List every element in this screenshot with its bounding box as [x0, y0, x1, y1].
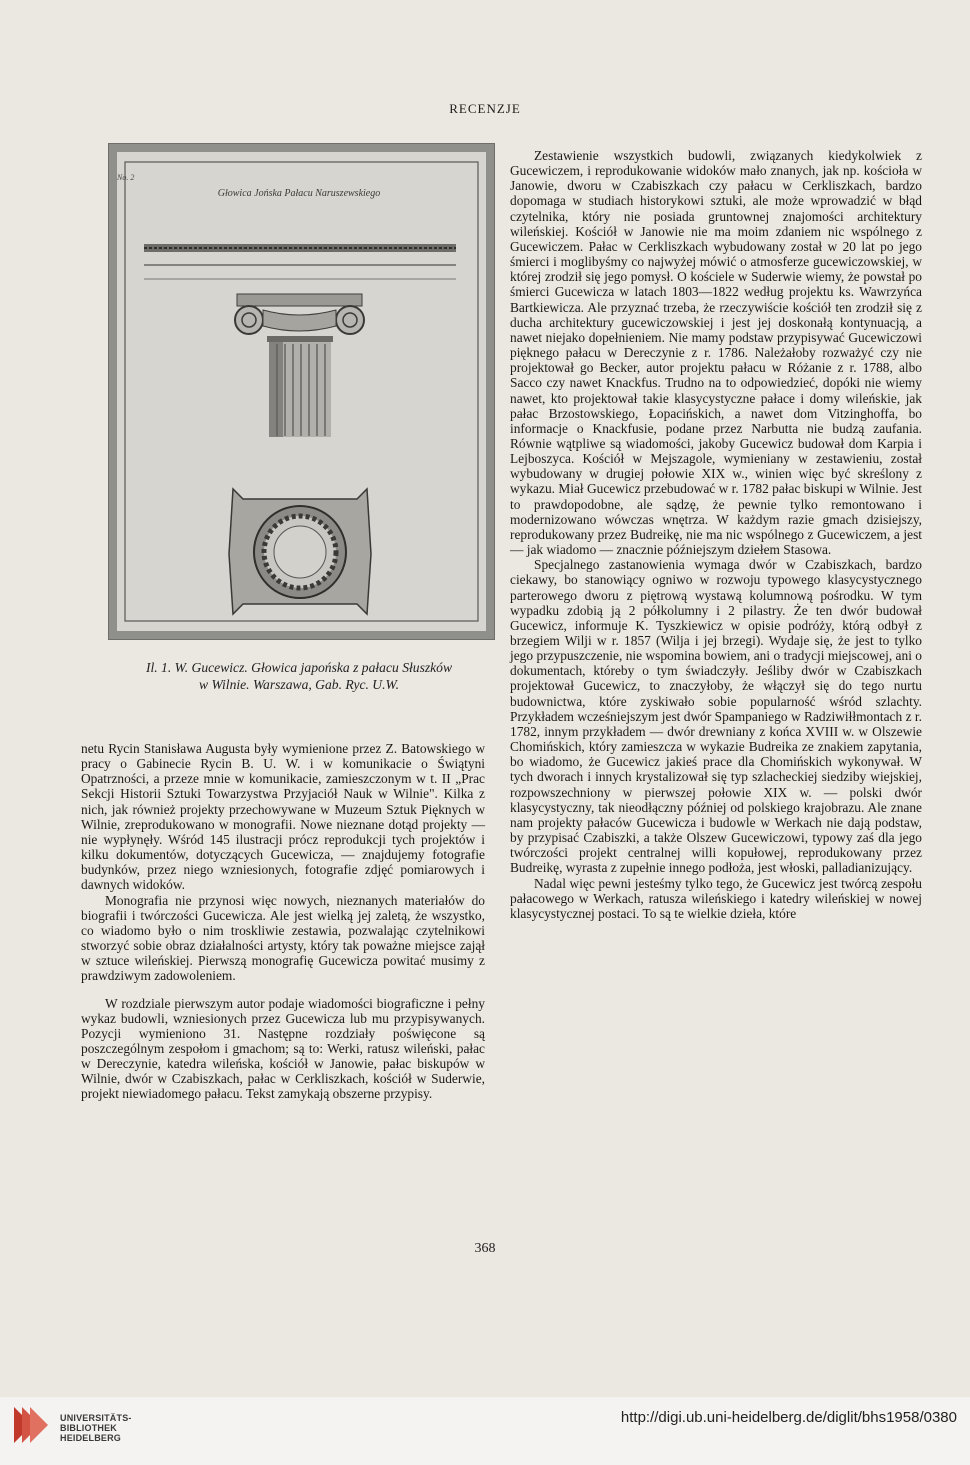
corner-note: No. 2 [117, 173, 135, 182]
right-volute [336, 306, 364, 334]
ionic-capital-drawing [109, 144, 494, 639]
plan-center [274, 526, 326, 578]
right-paragraph-1: Zestawienie wszystkich budowli, związanych kiedykolwiek z Gucewiczem, i reprodukowanie widoków mało znanych, jak np. kościoła w Janowie, dworu w Czabiszkach czy pałacu w Cerkliszkach, bardzo dopomaga w studiach historykowi sztuki, ale może wprowadzić w błąd czytelnika, który nie posiada gruntownej znajomości architektury wileńskiej. Kościół w Janowie nie ma moim zdaniem nic wspólnego z Gucewiczem. Pałac w Cerkliszkach wybudowany został w 20 lat po jego śmierci i moglibyśmy co najwyżej mówić o atmosferze gucewiczowskiej, w której zrodził się jego pomysł. O kościele w Suderwie wiemy, że powstał po śmierci Gucewicza w latach 1803—1822 według projektu ks. Wawrzyńca Bartkiewicza. Ale przyznać trzeba, że rzeczywiście kościół ten zrodził się z ducha architektury gucewiczowskiej i jest jej doskonałą kontynuacją, a nawet niejako dopełnieniem. Nie mamy podstaw przypisywać Gucewiczowi pięknego pałacu w Dereczynie z r. 1786. Należałoby rozważyć czy nie projektował go Becker, autor projektu pałacu w Różanie z r. 1788, albo Sacco czy nawet Knackfus. Trudno na to odpowiedzieć, dopóki nie wiemy nawet, kto projektował takie klasycystyczne pałace i domy wileńskie, jak pałac Brzostowskiego, Łopacińskich, a nawet dom Vitzinghoffa, bo informacje o Knackfusie, podane przez Narbutta nie budzą zaufania. Równie wątpliwe są wiadomości, jakoby Gucewicz budował dom Karpia i Lejboszyca. Kościół w Mejszagole, wymieniany w zestawieniu, został wybudowany w drugiej połowie XIX w., winien więc być skreślony z wykazu. Miał Gucewicz przebudować w r. 1782 pałac biskupi w Wilnie. Jest to prawdopodobne, ale sądzę, że pewnie tylko remontowano i modernizowano wówczas wnętrza. W każdym razie gmach dzisiejszy, reprodukowany przez Budreikę, nie ma nic wspólnego z Gucewiczem, a jest — jak wiadomo — znacznie późniejszym dziełem Stasowa. [510, 148, 922, 558]
figure-plate [108, 143, 495, 640]
caption-line-1: Il. 1. W. Gucewicz. Głowica japońska z pałacu Słuszków [145, 660, 453, 675]
abacus [237, 294, 362, 306]
caption-line-2: w Wilnie. Warszawa, Gab. Ryc. U.W. [198, 677, 399, 692]
echinus [263, 310, 336, 331]
page-number: 368 [474, 1241, 496, 1256]
library-name-line-1: UNIVERSITÄTS- [60, 1413, 132, 1423]
footer-bar [0, 1397, 970, 1465]
running-header: RECENZJE [449, 101, 521, 116]
left-volute [235, 306, 263, 334]
library-logo-icon [10, 1401, 54, 1445]
library-name-line-2: BIBLIOTHEK [60, 1423, 117, 1433]
right-paragraph-2: Specjalnego zastanowienia wymaga dwór w Czabiszkach, bardzo ciekawy, bo stanowiący ogniwo w rozwoju typowego klasycystycznego parterowego dworu z piętrową wystawą kolumnową pośrodku. W tym wypadku zdobią ją 2 półkolumny i 2 pilastry. Że ten dwór budował Gucewicz, informuje K. Tyszkiewicz w opisie podróży, którą odbył z brzegiem Wilji w r. 1857 (Wilja i jej brzegi). Wydaje się, że jest to tylko jego przypuszczenie, nie wspomina bowiem, ani o tradycji miejscowej, ani o dokumentach, któreby o tym świadczyły. Jeśliby dwór w Czabiszkach projektował Gucewicz, to znaczyłoby, że włączył się do tego nurtu budownictwa, które zyskiwało sobie popularność wśród szlachty. Przykładem wcześniejszym jest dwór Spampaniego w Radziwiłłmontach z r. 1782, innym przykładem — dwór drewniany z końca XVIII w. w Olszewie Chomińskich, który zamieszcza w wykazie Budreika ze znakiem zapytania, bo wiadomo, że Gucewicz jakieś prace dla Chomińskich wykonywał. W tych dworach i innych krystalizował się typ szlacheckiej siedziby wiejskiej, rozpowszechniony w pierwszej połowie XIX w. — polski dwór klasycystyczny, tak nieodłączny później od polskiego krajobrazu. Ale znane nam projekty pałaców Gucewicza i budowle w Werkach nie dają podstaw, by przypisać Czabiszki, a także Olszew Gucewiczowi, typowy zaś dla jego twórczości projekt centralnej willi kopułowej, reprodukowany przez Budreikę, wyrasta z zupełnie innego podłoża, jest włoski, palladianizujący. [510, 557, 922, 876]
figure-caption [44, 659, 554, 693]
necking [267, 336, 333, 342]
left-column [81, 741, 485, 1102]
handwritten-title: Głowica Jońska Pałacu Naruszewskiego [217, 188, 381, 199]
library-name [60, 1413, 132, 1443]
right-paragraph-3: Nadal więc pewni jesteśmy tylko tego, że Gucewicz jest twórcą zespołu pałacowego w Werkach, ratusza wileńskiego i katedry wileńskiej w nowej klasycystycznej postaci. To są te wielkie dzieła, które [510, 875, 922, 921]
left-paragraph-3: W rozdziale pierwszym autor podaje wiadomości biograficzne i pełny wykaz budowli, wzniesionych przez Gucewicza lub mu przypisywanych. Pozycji wymieniono 31. Następne rozdziały poświęcone są poszczególnym zespołom i gmachom; są to: Werki, ratusz wileński, pałac w Dereczynie, katedra wileńska, kościół w Janowie, pałac biskupów w Wilnie, dwór w Czabiszkach, pałac w Cerkliszkach, kościół w Suderwie, projekt niewiadomego pałacu. Tekst zamykają obszerne przypisy. [81, 995, 485, 1102]
right-column [510, 148, 922, 921]
source-url-link[interactable]: http://digi.ub.uni-heidelberg.de/diglit/bhs1958/0380 [620, 1409, 957, 1426]
left-paragraph-2: Monografia nie przynosi więc nowych, nieznanych materiałów do biografii i twórczości Gucewicza. Ale jest wielką jej zaletą, że wszystko, co wiadomo było o nim troskliwie zestawia, pozwalając czytelnikowi stworzyć sobie obraz działalności artysty, który tak poważne miejsce zajął w sztuce wileńskiej. Pierwszą monografię Gucewicza powitać musimy z prawdziwym zadowoleniem. [81, 892, 485, 984]
left-paragraph-1: netu Rycin Stanisława Augusta były wymienione przez Z. Batowskiego w pracy o Gabinecie Rycin B. U. W. i w komunikacie o Świątyni Opatrzności, a przeze mnie w komunikacie, zamieszczonym w t. II „Prac Sekcji Historii Sztuki Towarzystwa Przyjaciół Nauk w Wilnie". Kilka z nich, jak również projekty przechowywane w Muzeum Sztuk Pięknych w Wilnie, zreprodukowano w monografii. Nowe nieznane dotąd projekty — nie wypłynęły. Wśród 145 ilustracji prócz reprodukcji tych projektów i kilku dokumentów, dotyczących Gucewicza, — znajdujemy fotografie budynków, przez niego wzniesionych, fotografie zdjęć pomiarowych i dawnych widoków. [81, 741, 485, 893]
library-name-line-3: HEIDELBERG [60, 1433, 122, 1443]
